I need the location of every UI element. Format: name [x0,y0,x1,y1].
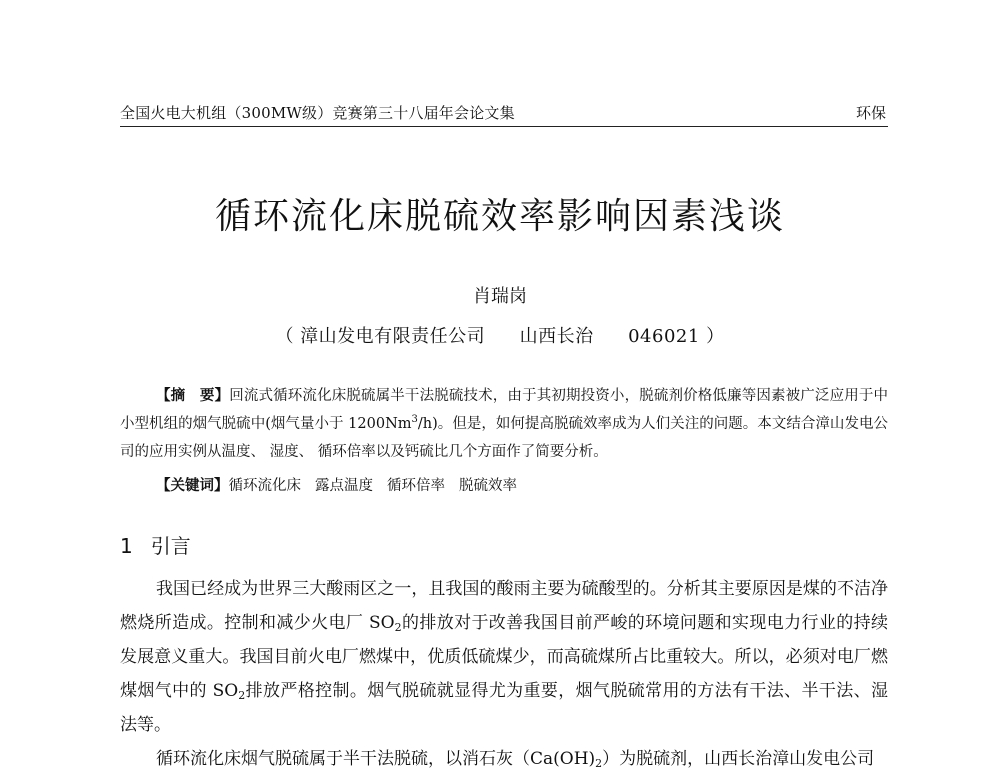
paragraph-1-part-c: 排放严格控制。烟气脱硫就显得尤为重要，烟气脱硫常用的方法有干法、半干法、湿法等。 [120,681,889,735]
so2-subscript: 2 [238,689,246,702]
affiliation-org: 漳山发电有限责任公司 [300,326,486,347]
body-paragraph-2 [120,742,888,776]
body-paragraph-1 [120,572,888,742]
abstract-paragraph [120,382,888,466]
abstract-label: 【摘 要】 [156,387,230,404]
keyword-item: 露点温度 [315,478,373,494]
keyword-item: 循环流化床 [228,478,301,494]
body-text [120,572,888,776]
running-header [120,100,888,127]
keywords [156,472,531,500]
paragraph-1-part-a: 我国已经成为世界三大酸雨区之一，且我国的酸雨主要为硫酸型的。分析其主要原因是煤的不洁净燃烧所造成。控制和减少火电厂 SO [120,579,888,633]
affiliation-open-paren: （ [275,326,294,347]
affiliation-close-paren: ） [706,326,725,347]
keyword-item: 循环倍率 [387,478,445,494]
paper-title: 循环流化床脱硫效率影响因素浅谈 [214,196,785,237]
paragraph-1-part-b: 的排放对于改善我国目前严峻的环境问题和实现电力行业的持续发展意义重大。我国目前火电厂燃煤中，优质低硫煤少，而高硫煤所占比重较大。所以，必须对电厂燃煤烟气中的 SO [120,613,888,701]
keywords-label: 【关键词】 [156,477,229,494]
abstract-text-1: 回流式循环流化床脱硫属半干法脱硫技术，由于其初期投资小，脱硫剂价格低廉等因素被广泛应用于中小型机组的烟气脱硫中(烟气量小于 1200Nm [120,388,889,432]
paragraph-2-part-a: 循环流化床烟气脱硫属于半干法脱硫，以消石灰（Ca(OH) [156,749,596,769]
caoh2-subscript: 2 [595,757,603,770]
author-name: 肖瑞岗 [473,286,527,307]
author-affiliation [0,322,1000,348]
keyword-item: 脱硫效率 [459,478,517,494]
abstract [120,382,888,466]
affiliation-city: 山西长治 [519,326,594,347]
header-proceedings-title: 全国火电大机组（300MW级）竞赛第三十八届年会论文集 [120,104,515,122]
abstract-text-2: /h)。但是，如何提高脱硫效率成为人们关注的问题。本文结合漳山发电公司的应用实例从温度、 湿度、 循环倍率以及钙硫比几个方面作了简要分析。 [120,416,888,460]
affiliation-zip: 046021 [628,326,700,347]
so2-subscript: 2 [394,621,402,634]
header-category: 环保 [855,104,886,122]
section-heading-introduction [120,530,191,559]
abstract-superscript: 3 [411,414,418,426]
paragraph-2-part-b: ）为脱硫剂，山西长治漳山发电公司 [602,749,875,769]
section-title: 引言 [150,534,191,558]
section-number: 1 [120,534,133,558]
